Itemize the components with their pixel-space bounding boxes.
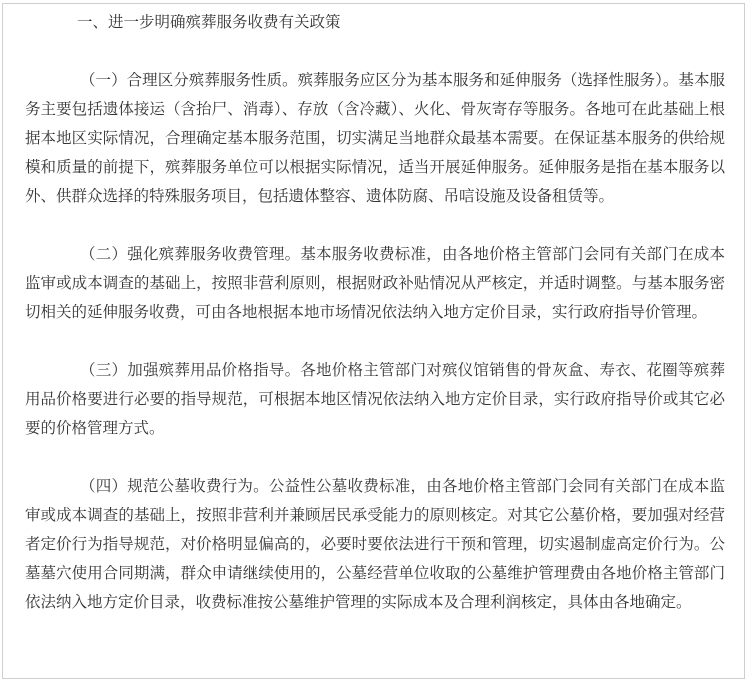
paragraph-3: （三）加强殡葬用品价格指导。各地价格主管部门对殡仪馆销售的骨灰盒、寿衣、花圈等殡葬用品价格要进行必要的指导规范，可根据本地区情况依法纳入地方定价目录，实行政府指导价或其它必要的价格管理方式。 [25, 361, 725, 437]
document-body [25, 8, 725, 617]
paragraph-4: （四）规范公墓收费行为。公益性公墓收费标准，由各地价格主管部门会同有关部门在成本监审或成本调查的基础上，按照非营利并兼顾居民承受能力的原则核定。对其它公墓价格，要加强对经营者定价行为指导规范，对价格明显偏高的，必要时要依法进行干预和管理，切实遏制虚高定价行为。公墓墓穴使用合同期满，群众申请继续使用的，公墓经营单位收取的公墓维护管理费由各地价格主管部门依法纳入地方定价目录，收费标准按公墓维护管理的实际成本及合理利润核定，具体由各地确定。 [25, 477, 725, 611]
spacer [25, 443, 725, 472]
paragraph-1: （一）合理区分殡葬服务性质。殡葬服务应区分为基本服务和延伸服务（选择性服务）。基本服务主要包括遗体接运（含抬尸、消毒）、存放（含冷藏）、火化、骨灰寄存等服务。各地可在此基础上根据本地区实际情况，合理确定基本服务范围，切实满足当地群众最基本需要。在保证基本服务的供给规模和质量的前提下，殡葬服务单位可以根据实际情况，适当开展延伸服务。延伸服务是指在基本服务以外、供群众选择的特殊服务项目，包括遗体整容、遗体防腐、吊唁设施及设备租赁等。 [25, 71, 725, 205]
spacer [25, 327, 725, 356]
section-heading: 一、进一步明确殡葬服务收费有关政策 [77, 13, 341, 31]
paragraph-2: （二）强化殡葬服务收费管理。基本服务收费标准，由各地价格主管部门会同有关部门在成本监审或成本调查的基础上，按照非营利原则，根据财政补贴情况从严核定，并适时调整。与基本服务密切相关的延伸服务收费，可由各地根据本地市场情况依法纳入地方定价目录，实行政府指导价管理。 [25, 245, 725, 321]
spacer [25, 211, 725, 240]
spacer [25, 37, 725, 66]
